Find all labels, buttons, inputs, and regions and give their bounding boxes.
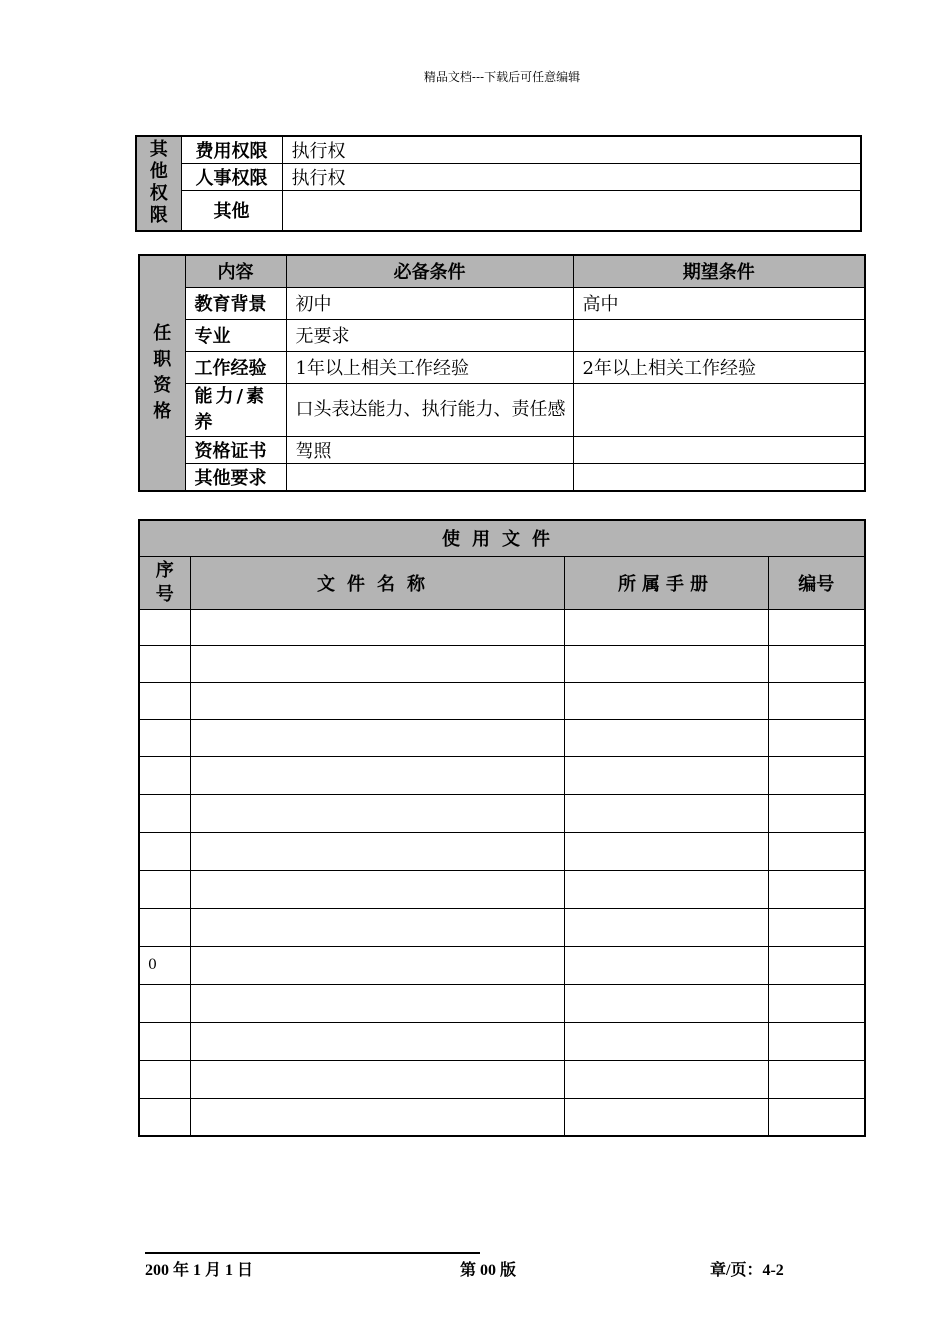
table-row xyxy=(139,756,865,794)
table-row xyxy=(139,908,865,946)
qualifications-table xyxy=(138,254,866,492)
table-cell xyxy=(564,908,768,946)
row-number xyxy=(139,682,190,719)
table-cell xyxy=(768,794,865,832)
table-row xyxy=(139,1022,865,1060)
footer-date: 200 年 1 月 1 日 xyxy=(145,1262,254,1279)
table-cell xyxy=(768,682,865,719)
table-cell xyxy=(564,1060,768,1098)
table-cell xyxy=(768,645,865,682)
row-number: 0 xyxy=(139,946,190,984)
label-char: 职 xyxy=(153,348,172,370)
qual-required-text: 口头表达能力、执行能力、责任感 xyxy=(295,398,566,420)
table-cell xyxy=(768,1022,865,1060)
row-number xyxy=(139,756,190,794)
header-cell: 编号 xyxy=(768,556,865,609)
table-cell xyxy=(564,1022,768,1060)
qual-item: 工作经验 xyxy=(185,351,286,383)
qual-item-text: 能力/素养 xyxy=(194,385,268,433)
table-cell xyxy=(564,870,768,908)
documents-body xyxy=(139,609,865,1136)
header-cell: 文件名称 xyxy=(190,556,564,609)
table-cell xyxy=(564,1098,768,1136)
qual-item: 专业 xyxy=(185,319,286,351)
qual-expected xyxy=(573,319,865,351)
table-cell xyxy=(190,908,564,946)
qual-required xyxy=(286,463,573,491)
qual-item: 教育背景 xyxy=(185,287,286,319)
qual-item: 资格证书 xyxy=(185,436,286,463)
other-authority-table xyxy=(135,135,862,232)
table-cell xyxy=(190,870,564,908)
header-note: 精品文档---下载后可任意编辑 xyxy=(423,70,581,84)
header-cell: 所属手册 xyxy=(564,556,768,609)
qual-item xyxy=(185,383,286,436)
table-row xyxy=(139,645,865,682)
label-char: 号 xyxy=(155,583,174,605)
row-number xyxy=(139,645,190,682)
row-number xyxy=(139,719,190,756)
qual-item: 其他要求 xyxy=(185,463,286,491)
table-cell xyxy=(190,832,564,870)
table-cell xyxy=(768,1060,865,1098)
table-row xyxy=(139,1060,865,1098)
table-cell xyxy=(768,870,865,908)
table-row xyxy=(139,832,865,870)
qual-expected xyxy=(573,383,865,436)
qual-expected xyxy=(573,436,865,463)
table-cell xyxy=(768,908,865,946)
table-cell xyxy=(190,1022,564,1060)
label-char: 限 xyxy=(149,205,168,227)
table-cell xyxy=(190,756,564,794)
label-char: 资 xyxy=(153,374,172,396)
documents-title: 使用文件 xyxy=(139,520,865,556)
table-row xyxy=(139,984,865,1022)
authority-value xyxy=(282,191,861,231)
header-cell xyxy=(139,556,190,609)
authority-value: 执行权 xyxy=(282,164,861,191)
row-number xyxy=(139,794,190,832)
no-header-text xyxy=(140,559,190,607)
table-cell xyxy=(768,1098,865,1136)
table-row xyxy=(139,794,865,832)
label-char: 任 xyxy=(153,322,172,344)
table-cell xyxy=(190,794,564,832)
table-cell xyxy=(190,946,564,984)
table-cell xyxy=(564,756,768,794)
table-row xyxy=(139,870,865,908)
row-number xyxy=(139,908,190,946)
table-cell xyxy=(190,719,564,756)
authority-label: 其他 xyxy=(181,191,282,231)
table-row xyxy=(139,682,865,719)
authority-label: 费用权限 xyxy=(181,136,282,164)
qual-expected: 2年以上相关工作经验 xyxy=(573,351,865,383)
table-row xyxy=(139,946,865,984)
section-label-text xyxy=(137,139,181,227)
label-char: 他 xyxy=(149,161,168,183)
qual-required: 无要求 xyxy=(286,319,573,351)
row-number xyxy=(139,1060,190,1098)
table-cell xyxy=(564,946,768,984)
qualifications-section-label xyxy=(139,255,185,491)
table-cell xyxy=(564,609,768,645)
row-number xyxy=(139,1098,190,1136)
other-authority-section-label xyxy=(136,136,181,231)
label-char: 格 xyxy=(153,400,172,422)
row-number xyxy=(139,832,190,870)
row-number xyxy=(139,1022,190,1060)
table-cell xyxy=(768,719,865,756)
qual-required xyxy=(286,383,573,436)
table-cell xyxy=(564,682,768,719)
documents-table xyxy=(138,519,866,1137)
table-cell xyxy=(190,984,564,1022)
table-cell xyxy=(190,1098,564,1136)
table-cell xyxy=(768,946,865,984)
footer-edition: 第 00 版 xyxy=(460,1262,517,1279)
qual-required: 1年以上相关工作经验 xyxy=(286,351,573,383)
table-cell xyxy=(190,682,564,719)
table-cell xyxy=(190,645,564,682)
table-row xyxy=(139,719,865,756)
row-number xyxy=(139,870,190,908)
label-char: 序 xyxy=(155,559,174,581)
qual-expected: 高中 xyxy=(573,287,865,319)
qual-required: 驾照 xyxy=(286,436,573,463)
footer-page: 章/页：4-2 xyxy=(710,1262,784,1279)
table-cell xyxy=(564,794,768,832)
section-label-text xyxy=(140,321,185,425)
row-number xyxy=(139,609,190,645)
table-cell xyxy=(768,756,865,794)
header-cell: 期望条件 xyxy=(573,255,865,287)
table-cell xyxy=(564,832,768,870)
label-char: 其 xyxy=(149,139,168,161)
table-cell xyxy=(564,719,768,756)
table-cell xyxy=(768,609,865,645)
authority-value: 执行权 xyxy=(282,136,861,164)
table-cell xyxy=(768,832,865,870)
table-cell xyxy=(768,984,865,1022)
table-cell xyxy=(564,645,768,682)
header-cell: 内容 xyxy=(185,255,286,287)
table-cell xyxy=(190,609,564,645)
table-row xyxy=(139,609,865,645)
header-cell: 必备条件 xyxy=(286,255,573,287)
table-cell xyxy=(190,1060,564,1098)
authority-label: 人事权限 xyxy=(181,164,282,191)
footer-divider xyxy=(145,1252,480,1254)
table-cell xyxy=(564,984,768,1022)
qual-required: 初中 xyxy=(286,287,573,319)
table-row xyxy=(139,1098,865,1136)
row-number xyxy=(139,984,190,1022)
qual-expected xyxy=(573,463,865,491)
label-char: 权 xyxy=(149,183,168,205)
